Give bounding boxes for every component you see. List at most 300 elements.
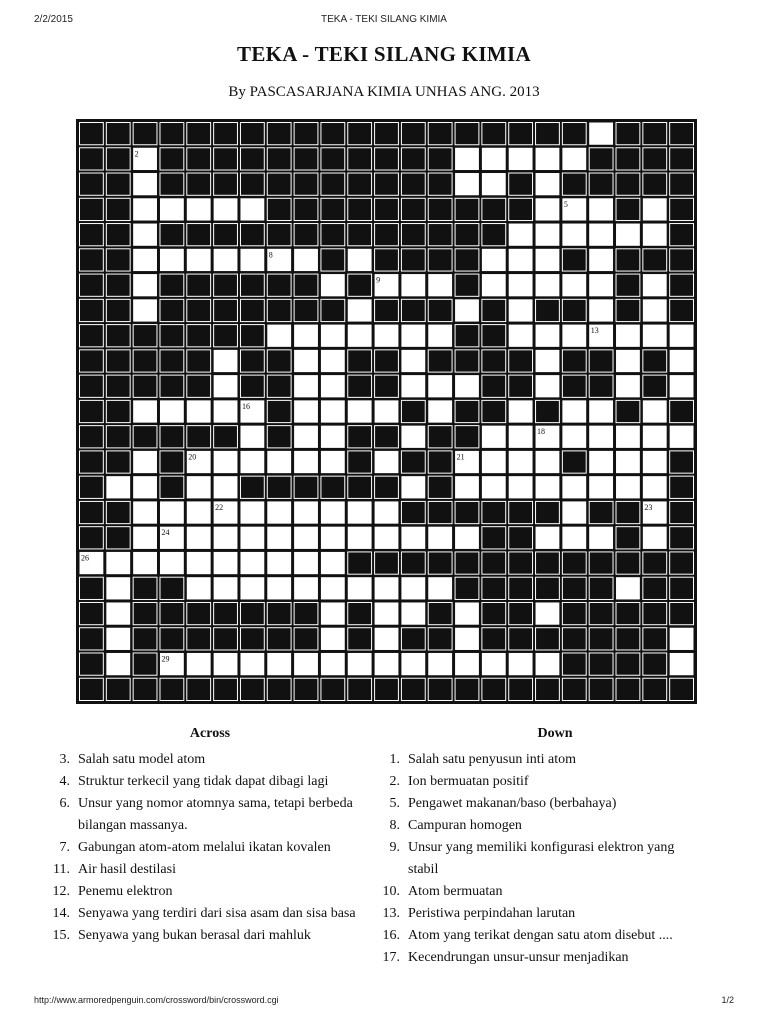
grid-cell-block: [562, 249, 586, 271]
grid-cell-open[interactable]: [267, 451, 291, 473]
grid-cell-block: [106, 451, 130, 473]
grid-cell-block: [240, 173, 264, 195]
grid-cell-open[interactable]: [187, 653, 211, 675]
grid-cell-block: [589, 577, 613, 599]
grid-cell-open[interactable]: [133, 198, 157, 220]
grid-cell-block: [267, 173, 291, 195]
grid-cell-open[interactable]: [643, 426, 667, 448]
grid-cell-open[interactable]: [562, 527, 586, 549]
grid-cell-block: [321, 476, 345, 498]
grid-cell-open[interactable]: [106, 653, 130, 675]
grid-cell-open[interactable]: [509, 325, 533, 347]
grid-cell-open[interactable]: [348, 299, 372, 321]
grid-cell-open[interactable]: [589, 451, 613, 473]
grid-cell-open[interactable]: [455, 375, 479, 397]
grid-cell-open[interactable]: [160, 249, 184, 271]
clue-text: Salah satu penyusun inti atom: [408, 752, 576, 767]
grid-cell-open[interactable]: [375, 451, 399, 473]
grid-cell-open[interactable]: [375, 527, 399, 549]
grid-cell-open[interactable]: [267, 501, 291, 523]
grid-cell-open[interactable]: [509, 274, 533, 296]
grid-cell-open[interactable]: [214, 375, 238, 397]
grid-cell-open[interactable]: [536, 451, 560, 473]
grid-clue-number: 2: [134, 149, 139, 159]
grid-cell-block: [589, 552, 613, 574]
grid-cell-open[interactable]: [670, 426, 694, 448]
grid-cell-open[interactable]: [428, 375, 452, 397]
grid-cell-open[interactable]: [562, 476, 586, 498]
grid-cell-open[interactable]: [643, 224, 667, 246]
grid-cell-open[interactable]: [106, 602, 130, 624]
grid-cell-block: [589, 602, 613, 624]
grid-cell-open[interactable]: [240, 552, 264, 574]
clue-item: [46, 881, 364, 903]
clue-number: 11.: [53, 862, 70, 877]
grid-cell-block: [348, 602, 372, 624]
grid-cell-open[interactable]: [670, 628, 694, 650]
grid-cell-open[interactable]: [187, 400, 211, 422]
grid-cell-open[interactable]: [133, 173, 157, 195]
grid-cell-block: [187, 426, 211, 448]
grid-cell-block: [187, 350, 211, 372]
grid-cell-open[interactable]: [348, 249, 372, 271]
grid-cell-block: [80, 426, 104, 448]
grid-cell-open[interactable]: [482, 148, 506, 170]
grid-cell-open[interactable]: [321, 426, 345, 448]
grid-cell-block: [133, 628, 157, 650]
grid-cell-block: [348, 224, 372, 246]
grid-cell-open[interactable]: [187, 198, 211, 220]
grid-cell-open[interactable]: [401, 653, 425, 675]
grid-cell-open[interactable]: [589, 426, 613, 448]
grid-cell-open[interactable]: [133, 224, 157, 246]
grid-cell-open[interactable]: [106, 476, 130, 498]
grid-cell-open[interactable]: [294, 552, 318, 574]
grid-cell-open[interactable]: [321, 527, 345, 549]
grid-cell-block: [589, 375, 613, 397]
down-clue-list: [376, 749, 704, 969]
grid-cell-open[interactable]: [187, 249, 211, 271]
grid-cell-open[interactable]: [670, 350, 694, 372]
grid-cell-open[interactable]: [509, 426, 533, 448]
grid-cell-open[interactable]: [482, 426, 506, 448]
grid-cell-open[interactable]: [536, 602, 560, 624]
grid-clue-number: 22: [215, 502, 224, 512]
grid-cell-open[interactable]: [133, 501, 157, 523]
grid-cell-block: [80, 350, 104, 372]
grid-cell-open[interactable]: [455, 299, 479, 321]
grid-cell-open[interactable]: [643, 476, 667, 498]
grid-cell-block: [670, 476, 694, 498]
clue-item: [376, 837, 704, 881]
grid-cell-open[interactable]: [455, 527, 479, 549]
grid-cell-open[interactable]: [643, 527, 667, 549]
grid-cell-open[interactable]: [562, 501, 586, 523]
grid-cell-block: [294, 148, 318, 170]
grid-cell-open[interactable]: [375, 653, 399, 675]
grid-cell-open[interactable]: [428, 527, 452, 549]
grid-cell-open[interactable]: [321, 375, 345, 397]
grid-cell-open[interactable]: [562, 325, 586, 347]
grid-cell-open[interactable]: [294, 375, 318, 397]
grid-cell-open[interactable]: [294, 577, 318, 599]
grid-cell-block: [267, 678, 291, 700]
grid-cell-open[interactable]: [536, 148, 560, 170]
grid-cell-open[interactable]: [321, 325, 345, 347]
grid-cell-open[interactable]: [428, 653, 452, 675]
grid-cell-block: [401, 501, 425, 523]
grid-cell-open[interactable]: [240, 577, 264, 599]
grid-cell-open[interactable]: [482, 173, 506, 195]
grid-cell-open[interactable]: [482, 249, 506, 271]
grid-cell-open[interactable]: [455, 628, 479, 650]
grid-cell-open[interactable]: [321, 400, 345, 422]
grid-cell-open[interactable]: [214, 552, 238, 574]
grid-cell-open[interactable]: [133, 476, 157, 498]
grid-cell-open[interactable]: [240, 501, 264, 523]
grid-cell-block: [455, 198, 479, 220]
grid-cell-block: [106, 123, 130, 145]
grid-cell-open[interactable]: [160, 400, 184, 422]
grid-cell-open[interactable]: [214, 350, 238, 372]
grid-cell-open[interactable]: [401, 274, 425, 296]
grid-cell-open[interactable]: [106, 628, 130, 650]
grid-cell-block: [294, 678, 318, 700]
grid-cell-open[interactable]: [321, 628, 345, 650]
grid-cell-block: [80, 224, 104, 246]
grid-cell-open[interactable]: [214, 527, 238, 549]
across-heading: Across: [189, 726, 231, 741]
grid-cell-block: [240, 274, 264, 296]
grid-cell-block: [643, 552, 667, 574]
grid-cell-open[interactable]: [616, 350, 640, 372]
grid-cell-open[interactable]: [321, 602, 345, 624]
grid-cell-block: [375, 552, 399, 574]
grid-cell-open[interactable]: [106, 577, 130, 599]
grid-cell-open[interactable]: [321, 552, 345, 574]
grid-cell-block: [428, 426, 452, 448]
grid-cell-open[interactable]: [214, 198, 238, 220]
grid-cell-open[interactable]: [643, 198, 667, 220]
grid-cell-open[interactable]: [455, 602, 479, 624]
grid-cell-open[interactable]: [536, 350, 560, 372]
grid-cell-open[interactable]: [589, 400, 613, 422]
grid-cell-open[interactable]: [321, 350, 345, 372]
grid-cell-open[interactable]: [509, 476, 533, 498]
grid-cell-open[interactable]: [589, 299, 613, 321]
grid-cell-block: [267, 476, 291, 498]
grid-cell-open[interactable]: [160, 552, 184, 574]
grid-cell-open[interactable]: [214, 249, 238, 271]
grid-cell-open[interactable]: [643, 274, 667, 296]
grid-cell-block: [428, 249, 452, 271]
clue-number: 7.: [59, 840, 70, 855]
grid-cell-open[interactable]: [562, 224, 586, 246]
grid-cell-block: [348, 274, 372, 296]
grid-cell-open[interactable]: [240, 527, 264, 549]
grid-cell-open[interactable]: [348, 653, 372, 675]
grid-cell-open[interactable]: [482, 476, 506, 498]
grid-cell-open[interactable]: [375, 325, 399, 347]
grid-cell-open[interactable]: [401, 476, 425, 498]
grid-cell-open[interactable]: [267, 325, 291, 347]
grid-cell-open[interactable]: [589, 198, 613, 220]
grid-cell-block: [589, 148, 613, 170]
grid-cell-open[interactable]: [294, 350, 318, 372]
grid-cell-block: [509, 628, 533, 650]
grid-cell-open[interactable]: [509, 400, 533, 422]
clue-item: [376, 771, 704, 793]
grid-cell-block: [670, 148, 694, 170]
grid-cell-block: [240, 628, 264, 650]
grid-cell-open[interactable]: [321, 274, 345, 296]
grid-cell-open[interactable]: [133, 274, 157, 296]
grid-cell-open[interactable]: [509, 224, 533, 246]
grid-cell-open[interactable]: [589, 274, 613, 296]
grid-cell-open[interactable]: [536, 476, 560, 498]
grid-cell-block: [509, 552, 533, 574]
grid-cell-open[interactable]: [536, 375, 560, 397]
grid-cell-open[interactable]: [482, 274, 506, 296]
grid-cell-open[interactable]: [509, 451, 533, 473]
grid-cell-open[interactable]: [536, 653, 560, 675]
grid-cell-block: [509, 350, 533, 372]
grid-cell-block: [589, 350, 613, 372]
grid-cell-open[interactable]: [240, 451, 264, 473]
grid-cell-block: [240, 123, 264, 145]
grid-cell-open[interactable]: [375, 577, 399, 599]
grid-cell-open[interactable]: [401, 602, 425, 624]
grid-cell-block: [428, 224, 452, 246]
grid-cell-block: [80, 198, 104, 220]
grid-cell-open[interactable]: [214, 577, 238, 599]
puzzle-author: By PASCASARJANA KIMIA UNHAS ANG. 2013: [228, 84, 540, 100]
grid-cell-open[interactable]: [589, 249, 613, 271]
grid-cell-open[interactable]: [348, 527, 372, 549]
grid-cell-block: [428, 476, 452, 498]
grid-cell-open[interactable]: [321, 653, 345, 675]
grid-cell-block: [455, 350, 479, 372]
grid-cell-open[interactable]: [133, 451, 157, 473]
grid-cell-open[interactable]: [401, 527, 425, 549]
grid-cell-block: [401, 173, 425, 195]
grid-cell-block: [482, 678, 506, 700]
grid-cell-open[interactable]: [509, 249, 533, 271]
grid-cell-open[interactable]: [482, 451, 506, 473]
grid-cell-block: [589, 173, 613, 195]
grid-cell-open[interactable]: [401, 325, 425, 347]
grid-cell-open[interactable]: [428, 577, 452, 599]
grid-cell-block: [562, 577, 586, 599]
grid-cell-open[interactable]: [455, 148, 479, 170]
grid-cell-block: [616, 299, 640, 321]
grid-cell-open[interactable]: [214, 400, 238, 422]
clue-item: [376, 925, 704, 947]
grid-cell-open[interactable]: [160, 501, 184, 523]
grid-cell-open[interactable]: [187, 552, 211, 574]
grid-cell-open[interactable]: [509, 148, 533, 170]
grid-cell-open[interactable]: [187, 476, 211, 498]
grid-cell-open[interactable]: [616, 476, 640, 498]
grid-cell-open[interactable]: [455, 476, 479, 498]
grid-cell-open[interactable]: [160, 198, 184, 220]
grid-cell-open[interactable]: [428, 400, 452, 422]
grid-cell-open[interactable]: [267, 552, 291, 574]
grid-cell-block: [616, 123, 640, 145]
grid-cell-block: [133, 602, 157, 624]
grid-cell-open[interactable]: [240, 426, 264, 448]
grid-cell-open[interactable]: [482, 653, 506, 675]
grid-cell-open[interactable]: [294, 426, 318, 448]
grid-cell-open[interactable]: [428, 274, 452, 296]
grid-cell-open[interactable]: [348, 325, 372, 347]
grid-cell-open[interactable]: [589, 224, 613, 246]
grid-cell-open[interactable]: [643, 325, 667, 347]
grid-cell-open[interactable]: [133, 527, 157, 549]
grid-cell-block: [401, 148, 425, 170]
grid-cell-open[interactable]: [589, 123, 613, 145]
grid-cell-open[interactable]: [321, 577, 345, 599]
grid-cell-open[interactable]: [187, 501, 211, 523]
grid-cell-block: [160, 451, 184, 473]
grid-cell-open[interactable]: [670, 325, 694, 347]
grid-cell-open[interactable]: [267, 527, 291, 549]
clue-text: Unsur yang memiliki konfigurasi elektron yang stabil: [408, 840, 675, 877]
grid-cell-open[interactable]: [321, 451, 345, 473]
grid-cell-block: [80, 375, 104, 397]
grid-cell-open[interactable]: [267, 577, 291, 599]
grid-cell-open[interactable]: [401, 426, 425, 448]
grid-cell-open[interactable]: [562, 148, 586, 170]
grid-cell-open[interactable]: [643, 299, 667, 321]
grid-cell-open[interactable]: [294, 400, 318, 422]
grid-cell-open[interactable]: [509, 299, 533, 321]
grid-cell-block: [562, 653, 586, 675]
grid-cell-open[interactable]: [643, 400, 667, 422]
grid-cell-open[interactable]: [536, 274, 560, 296]
grid-cell-open[interactable]: [670, 653, 694, 675]
grid-cell-block: [643, 577, 667, 599]
grid-cell-open[interactable]: [133, 299, 157, 321]
grid-cell-open[interactable]: [106, 552, 130, 574]
grid-cell-open[interactable]: [616, 224, 640, 246]
grid-cell-open[interactable]: [187, 577, 211, 599]
grid-cell-open[interactable]: [616, 375, 640, 397]
grid-cell-open[interactable]: [294, 451, 318, 473]
grid-cell-block: [536, 552, 560, 574]
grid-cell-open[interactable]: [562, 274, 586, 296]
grid-cell-open[interactable]: [536, 224, 560, 246]
grid-cell-block: [80, 602, 104, 624]
grid-cell-block: [428, 628, 452, 650]
grid-cell-block: [267, 375, 291, 397]
grid-cell-open[interactable]: [294, 249, 318, 271]
grid-cell-block: [294, 173, 318, 195]
grid-cell-open[interactable]: [401, 375, 425, 397]
grid-cell-block: [80, 325, 104, 347]
grid-cell-open[interactable]: [670, 375, 694, 397]
grid-cell-block: [375, 375, 399, 397]
grid-cell-open[interactable]: [240, 249, 264, 271]
grid-cell-block: [240, 299, 264, 321]
grid-cell-block: [80, 123, 104, 145]
crossword-grid[interactable]: [76, 119, 697, 704]
grid-cell-open[interactable]: [214, 476, 238, 498]
grid-cell-block: [670, 198, 694, 220]
grid-cell-open[interactable]: [562, 400, 586, 422]
clue-item: [46, 903, 364, 925]
grid-cell-open[interactable]: [536, 173, 560, 195]
grid-cell-open[interactable]: [187, 527, 211, 549]
grid-cell-open[interactable]: [294, 653, 318, 675]
grid-cell-open[interactable]: [267, 653, 291, 675]
grid-cell-open[interactable]: [616, 577, 640, 599]
grid-cell-open[interactable]: [455, 173, 479, 195]
grid-cell-open[interactable]: [321, 501, 345, 523]
grid-cell-open[interactable]: [133, 400, 157, 422]
grid-cell-open[interactable]: [348, 501, 372, 523]
grid-cell-block: [348, 552, 372, 574]
grid-cell-open[interactable]: [294, 501, 318, 523]
grid-cell-open[interactable]: [428, 325, 452, 347]
grid-cell-open[interactable]: [455, 653, 479, 675]
clue-text: Peristiwa perpindahan larutan: [408, 906, 576, 921]
grid-cell-block: [509, 198, 533, 220]
grid-cell-open[interactable]: [401, 350, 425, 372]
grid-cell-open[interactable]: [375, 628, 399, 650]
grid-cell-open[interactable]: [536, 325, 560, 347]
grid-cell-open[interactable]: [240, 198, 264, 220]
grid-cell-open[interactable]: [616, 426, 640, 448]
grid-cell-open[interactable]: [348, 577, 372, 599]
grid-cell-open[interactable]: [536, 249, 560, 271]
grid-cell-block: [643, 653, 667, 675]
grid-cell-block: [616, 628, 640, 650]
grid-cell-open[interactable]: [616, 451, 640, 473]
grid-cell-open[interactable]: [294, 325, 318, 347]
grid-cell-open[interactable]: [536, 527, 560, 549]
grid-cell-open[interactable]: [133, 552, 157, 574]
grid-cell-block: [160, 173, 184, 195]
grid-cell-open[interactable]: [643, 451, 667, 473]
grid-cell-open[interactable]: [536, 198, 560, 220]
grid-cell-open[interactable]: [616, 325, 640, 347]
grid-cell-open[interactable]: [214, 451, 238, 473]
grid-cell-block: [670, 552, 694, 574]
grid-cell-open[interactable]: [509, 653, 533, 675]
grid-cell-block: [214, 123, 238, 145]
grid-cell-block: [428, 148, 452, 170]
grid-cell-block: [106, 501, 130, 523]
clue-item: [376, 749, 704, 771]
grid-cell-open[interactable]: [589, 476, 613, 498]
grid-cell-open[interactable]: [375, 400, 399, 422]
grid-cell-open[interactable]: [133, 249, 157, 271]
grid-cell-block: [348, 678, 372, 700]
grid-cell-open[interactable]: [562, 426, 586, 448]
grid-cell-open[interactable]: [401, 577, 425, 599]
grid-cell-open[interactable]: [375, 602, 399, 624]
grid-cell-open[interactable]: [589, 527, 613, 549]
grid-cell-open[interactable]: [348, 400, 372, 422]
grid-cell-open[interactable]: [214, 653, 238, 675]
grid-cell-block: [240, 148, 264, 170]
grid-cell-open[interactable]: [240, 653, 264, 675]
grid-cell-open[interactable]: [375, 501, 399, 523]
grid-cell-block: [321, 148, 345, 170]
grid-cell-block: [80, 274, 104, 296]
grid-cell-open[interactable]: [294, 527, 318, 549]
